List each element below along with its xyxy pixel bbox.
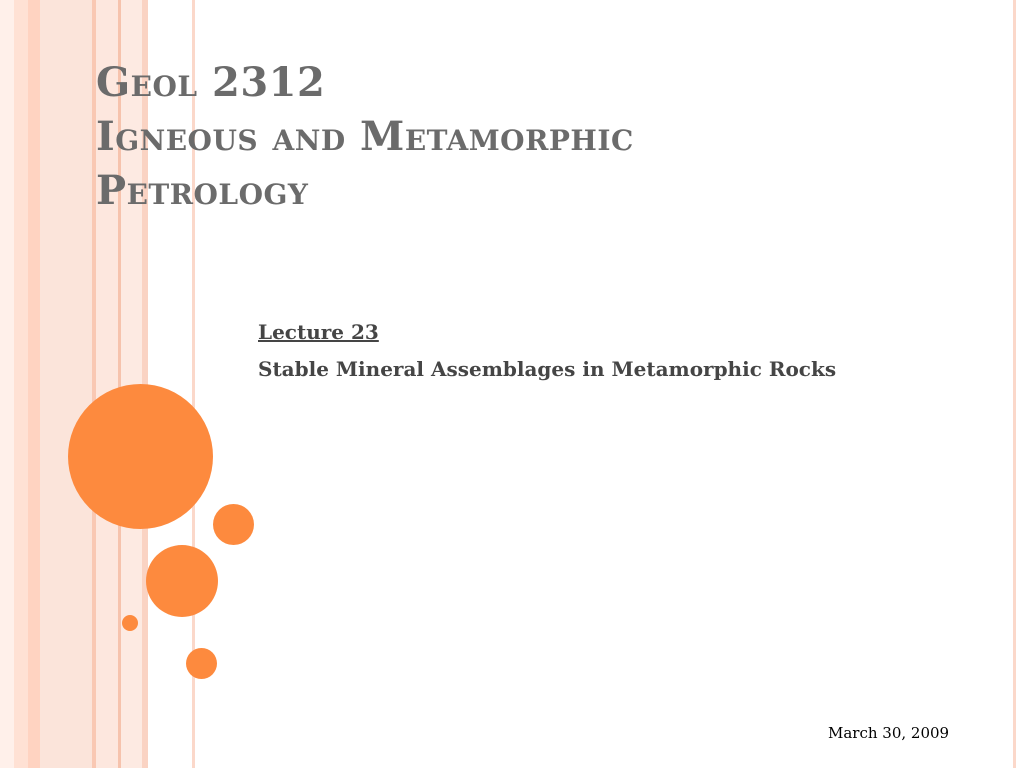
decorative-stripe: [28, 0, 40, 768]
decorative-circle-medium: [146, 545, 218, 617]
decorative-stripe: [40, 0, 92, 768]
decorative-circle-tiny: [122, 615, 138, 631]
decorative-stripe: [14, 0, 28, 768]
slide-subtitle: [258, 314, 978, 388]
decorative-circle-small: [213, 504, 254, 545]
slide-title: [96, 56, 916, 218]
footer-date: March 30, 2009: [828, 724, 950, 742]
title-line: Petrology: [96, 167, 309, 214]
decorative-circle-large: [68, 384, 213, 529]
lecture-topic: Stable Mineral Assemblages in Metamorphic Rocks: [258, 357, 837, 381]
title-line: Igneous and Metamorphic: [96, 113, 634, 160]
decorative-stripe: [0, 0, 14, 768]
lecture-number: Lecture 23: [258, 320, 379, 344]
decorative-circle-small: [186, 648, 217, 679]
title-line: Geol 2312: [96, 59, 326, 106]
decorative-stripe: [1013, 0, 1016, 768]
